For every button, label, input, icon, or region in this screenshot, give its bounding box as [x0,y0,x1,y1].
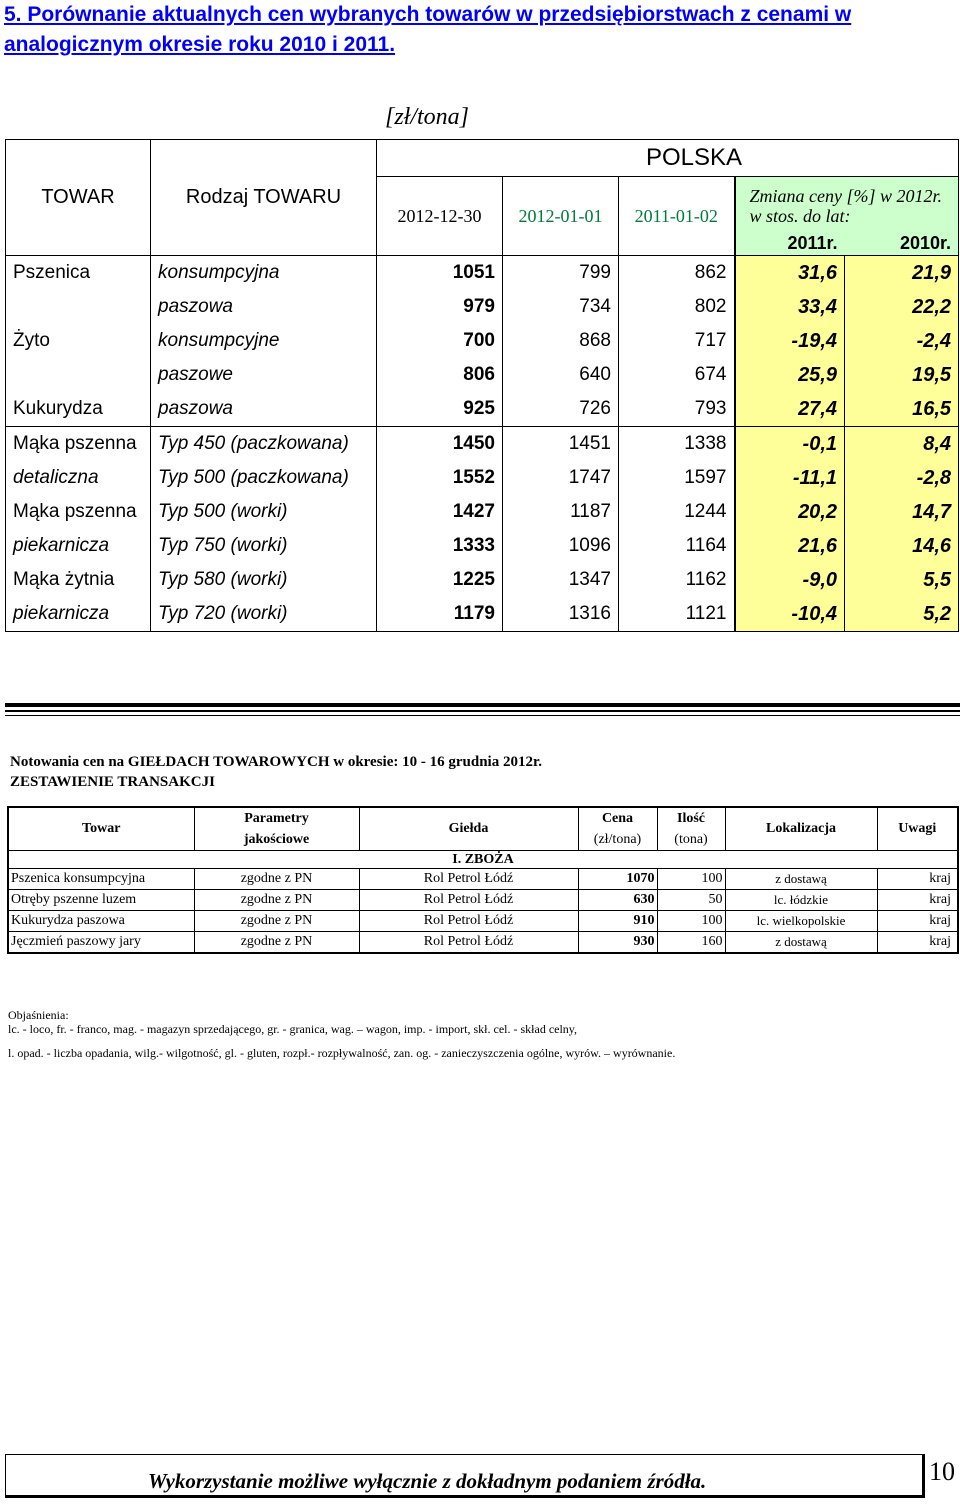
price-row [6,461,959,495]
cell-rodzaj: Typ 750 (worki) [151,529,377,563]
cell-price-2011: 793 [619,392,735,427]
cell-change-2010: 16,5 [845,392,959,427]
notes-line-2: l. opad. - liczba opadania, wilg.- wilgotność, gl. - gluten, rozpł.- rozpływalność, zan. og. - zanieczyszczenia ogólne, wyrów. – wyrównanie. [8,1046,676,1060]
cell-towar: Pszenica [13,262,91,283]
cell-rodzaj: Typ 500 (worki) [151,495,377,529]
cell-price-2011: 1162 [619,563,735,597]
cell-towar: piekarnicza [13,535,110,556]
trans-cell-gielda: Rol Petrol Łódź [359,911,578,932]
cell-price-2012: 640 [503,358,619,392]
trans-cell-gielda: Rol Petrol Łódź [359,869,578,890]
cell-change-2011: -0,1 [735,427,845,462]
price-row [6,427,959,462]
cell-towar: Mąka pszenna [6,427,151,462]
trans-cell-ilosc: 100 [657,911,725,932]
cell-rodzaj: Typ 580 (worki) [151,563,377,597]
cell-rodzaj: Typ 720 (worki) [151,597,377,632]
transaction-row [8,869,958,890]
cell-price-current: 1225 [377,563,503,597]
year-2011-header: 2011r. [735,231,845,256]
price-row [6,358,959,392]
date-header-2: 2012-01-01 [503,177,619,256]
price-row [6,324,959,358]
cell-towar: detaliczna [13,467,99,488]
price-row [6,290,959,324]
cell-price-current: 1427 [377,495,503,529]
cell-towar [6,290,151,324]
cell-price-current: 700 [377,324,503,358]
trans-cell-ilosc: 100 [657,869,725,890]
trans-cell-towar: Kukurydza paszowa [8,911,194,932]
cell-towar [6,358,151,392]
trans-cell-cena: 1070 [578,869,657,890]
trans-header-parametry: Parametry jakościowe [194,807,359,851]
cell-price-2011: 862 [619,256,735,291]
cell-price-current: 1179 [377,597,503,632]
cell-change-2010: -2,4 [845,324,959,358]
trans-header-uwagi: Uwagi [877,807,958,851]
price-row [6,256,959,291]
notes-line-1: lc. - loco, fr. - franco, mag. - magazyn sprzedającego, gr. - granica, wag. – wagon, imp. - import, skł. cel. - skład celny, [8,1022,578,1036]
cell-price-2012: 1347 [503,563,619,597]
trans-cell-ilosc: 50 [657,890,725,911]
trans-cell-uwagi: kraj [877,869,958,890]
cell-price-2012: 726 [503,392,619,427]
trans-cell-uwagi: kraj [877,911,958,932]
cell-price-current: 1051 [377,256,503,291]
transaction-row [8,890,958,911]
trans-cell-towar: Pszenica konsumpcyjna [8,869,194,890]
unit-label: [zł/tona] [385,104,470,130]
trans-header-lokalizacja: Lokalizacja [725,807,877,851]
trans-cell-lokalizacja: lc. wielkopolskie [725,911,877,932]
cell-price-2011: 1338 [619,427,735,462]
cell-price-2012: 1451 [503,427,619,462]
cell-price-2011: 1244 [619,495,735,529]
cell-change-2010: 5,5 [845,563,959,597]
cell-change-2010: 8,4 [845,427,959,462]
cell-change-2011: 33,4 [735,290,845,324]
date-header-1: 2012-12-30 [377,177,503,256]
cell-towar: Kukurydza [6,392,151,427]
cell-rodzaj: Typ 500 (paczkowana) [151,461,377,495]
trans-cell-lokalizacja: lc. łódzkie [725,890,877,911]
trans-header-gielda: Giełda [359,807,578,851]
date-header-3: 2011-01-02 [619,177,735,256]
trans-cell-parametry: zgodne z PN [194,911,359,932]
cell-change-2010: -2,8 [845,461,959,495]
trans-cell-parametry: zgodne z PN [194,932,359,954]
trans-cell-lokalizacja: z dostawą [725,869,877,890]
year-2010-header: 2010r. [845,231,959,256]
trans-cell-towar: Jęczmień paszowy jary [8,932,194,954]
separator-line [5,710,960,712]
cell-price-2012: 799 [503,256,619,291]
cell-price-current: 925 [377,392,503,427]
trans-cell-ilosc: 160 [657,932,725,954]
cell-price-current: 1450 [377,427,503,462]
cell-change-2010: 14,7 [845,495,959,529]
section-label: I. ZBOŻA [8,851,958,869]
cell-change-2011: -9,0 [735,563,845,597]
section-heading: 5. Porównanie aktualnych cen wybranych towarów w przedsiębiorstwach z cenami w analogicznym okresie roku 2010 i 2011. [4,3,852,56]
cell-price-2011: 1597 [619,461,735,495]
cell-change-2011: 27,4 [735,392,845,427]
cell-rodzaj: paszowa [151,290,377,324]
trans-cell-parametry: zgodne z PN [194,890,359,911]
cell-change-2011: 25,9 [735,358,845,392]
cell-towar: piekarnicza [13,603,110,624]
trans-cell-cena: 630 [578,890,657,911]
cell-price-current: 806 [377,358,503,392]
trans-cell-uwagi: kraj [877,890,958,911]
exchange-subtitle: ZESTAWIENIE TRANSAKCJI [10,774,215,790]
cell-price-2012: 868 [503,324,619,358]
price-row [6,495,959,529]
col-header-towar: TOWAR [6,140,151,256]
price-row [6,563,959,597]
trans-cell-gielda: Rol Petrol Łódź [359,932,578,954]
transactions-table [7,806,959,954]
separator-line [5,715,960,716]
transaction-row [8,932,958,954]
separator-line [5,703,960,707]
col-header-rodzaj: Rodzaj TOWARU [151,140,377,256]
price-row [6,597,959,632]
exchange-title: Notowania cen na GIEŁDACH TOWAROWYCH w okresie: 10 - 16 grudnia 2012r. [10,754,542,770]
transaction-row [8,911,958,932]
cell-price-2011: 1121 [619,597,735,632]
trans-header-cena: Cena (zł/tona) [578,807,657,851]
cell-price-2011: 802 [619,290,735,324]
trans-cell-cena: 910 [578,911,657,932]
trans-cell-parametry: zgodne z PN [194,869,359,890]
cell-price-2012: 1316 [503,597,619,632]
cell-change-2010: 19,5 [845,358,959,392]
cell-change-2010: 21,9 [845,256,959,291]
change-header: Zmiana ceny [%] w 2012r. w stos. do lat: [735,177,959,232]
trans-cell-gielda: Rol Petrol Łódź [359,890,578,911]
cell-rodzaj: konsumpcyjna [151,256,377,291]
cell-price-current: 979 [377,290,503,324]
cell-change-2011: 31,6 [735,256,845,291]
cell-rodzaj: paszowa [151,392,377,427]
price-row [6,392,959,427]
notes-title: Objaśnienia: [8,1008,69,1022]
cell-towar: Żyto [13,330,50,351]
cell-change-2010: 22,2 [845,290,959,324]
cell-change-2010: 5,2 [845,597,959,632]
region-header: POLSKA [377,140,959,177]
cell-price-2011: 674 [619,358,735,392]
cell-towar: Mąka pszenna [13,501,137,522]
trans-header-ilosc: Ilość (tona) [657,807,725,851]
cell-price-2011: 717 [619,324,735,358]
cell-price-2012: 734 [503,290,619,324]
cell-rodzaj: Typ 450 (paczkowana) [151,427,377,462]
price-row [6,529,959,563]
trans-cell-uwagi: kraj [877,932,958,954]
cell-rodzaj: konsumpcyjne [151,324,377,358]
cell-change-2011: -19,4 [735,324,845,358]
cell-price-2012: 1187 [503,495,619,529]
cell-change-2010: 14,6 [845,529,959,563]
cell-change-2011: 20,2 [735,495,845,529]
cell-price-current: 1552 [377,461,503,495]
trans-header-towar: Towar [8,807,194,851]
page-number: 10 [929,1457,955,1486]
cell-change-2011: 21,6 [735,529,845,563]
cell-price-current: 1333 [377,529,503,563]
cell-change-2011: -10,4 [735,597,845,632]
cell-towar: Mąka żytnia [13,569,115,590]
trans-cell-towar: Otręby pszenne luzem [8,890,194,911]
cell-rodzaj: paszowe [151,358,377,392]
price-comparison-table [5,139,959,632]
footer-text: Wykorzystanie możliwe wyłącznie z dokładnym podaniem źródła. [148,1469,707,1493]
cell-price-2012: 1747 [503,461,619,495]
cell-change-2011: -11,1 [735,461,845,495]
trans-cell-lokalizacja: z dostawą [725,932,877,954]
cell-price-2011: 1164 [619,529,735,563]
cell-price-2012: 1096 [503,529,619,563]
trans-cell-cena: 930 [578,932,657,954]
